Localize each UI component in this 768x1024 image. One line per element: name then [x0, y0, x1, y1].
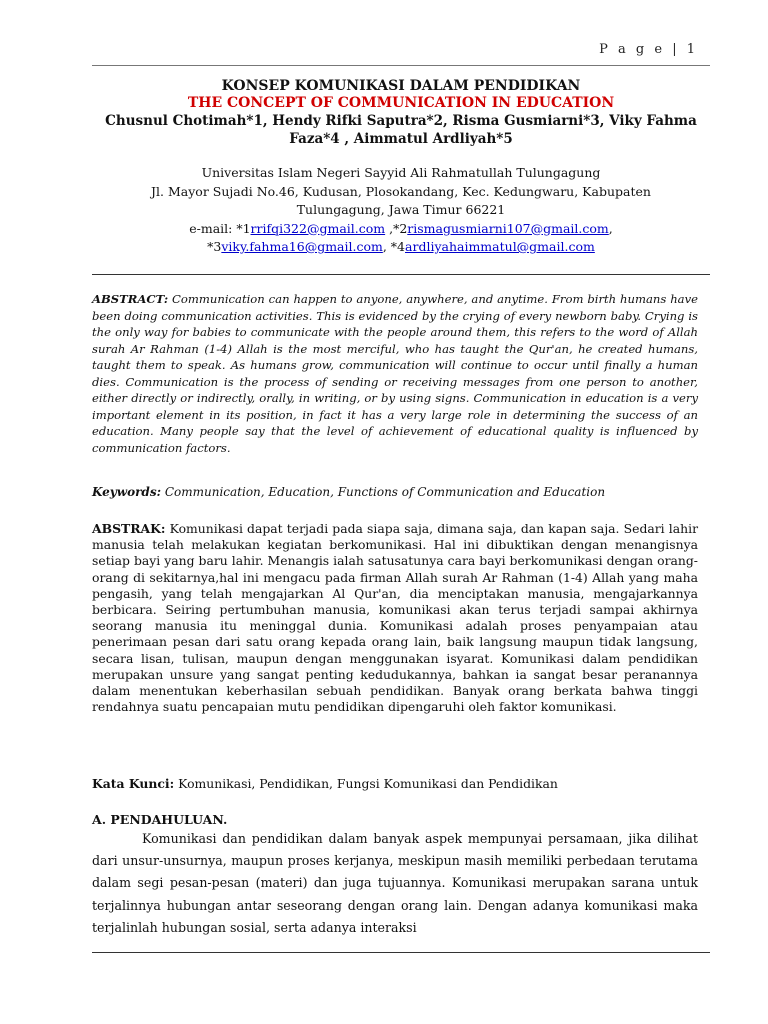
abstract-english	[92, 291, 698, 456]
authors-line-1: Chusnul Chotimah*1, Hendy Rifki Saputra*2, Risma Gusmiarni*3, Viky Fahma	[105, 113, 697, 129]
keywords-english	[92, 485, 698, 499]
kata-kunci-text: Komunikasi, Pendidikan, Fungsi Komunikasi dan Pendidikan	[174, 776, 558, 791]
email-link-1[interactable]: rrifqi322@gmail.com	[250, 220, 386, 236]
email-link-3[interactable]: viky.fahma16@gmail.com	[221, 239, 383, 254]
email-prefix: e-mail: *1	[189, 220, 251, 236]
footer-divider	[92, 952, 710, 953]
email-separator-1: ,*2	[385, 220, 408, 236]
email-link-2[interactable]: rismagusmiarni107@gmail.com	[407, 220, 609, 236]
address-line-2: Tulungagung, Jawa Timur 66221	[296, 202, 506, 217]
title-indonesian: KONSEP KOMUNIKASI DALAM PENDIDIKAN	[221, 78, 581, 94]
email-separator-3: , *4	[382, 239, 406, 254]
affiliation-block	[92, 164, 710, 257]
title-english: THE CONCEPT OF COMMUNICATION IN EDUCATION	[187, 95, 615, 111]
introduction-paragraph: Komunikasi dan pendidikan dalam banyak aspek mempunyai persamaan, jika dilihat dari unsur-unsurnya, maupun proses kerjanya, meskipun masih memiliki perbedaan terutama dalam segi pesan-pesan (materi) dan juga tujuannya. Komunikasi merupakan sarana untuk terjalinnya hubungan antar seseorang dengan orang lain. Dengan adanya komunikasi maka terjalinlah hubungan sosial, serta adanya interaksi	[92, 831, 698, 935]
email-prefix-3: *3	[207, 239, 222, 254]
keywords-label: Keywords:	[92, 485, 162, 499]
email-line-2	[92, 238, 710, 257]
email-link-4[interactable]: ardliyahaimmatul@gmail.com	[405, 239, 595, 254]
keywords-text: Communication, Education, Functions of Communication and Education	[161, 485, 606, 499]
university-name: Universitas Islam Negeri Sayyid Ali Rahmatullah Tulungagung	[201, 165, 601, 180]
authors-line-2: Faza*4 , Aimmatul Ardliyah*5	[289, 131, 513, 147]
abstract-indonesian	[92, 521, 698, 715]
email-line-1	[92, 220, 710, 239]
address-line-1: Jl. Mayor Sujadi No.46, Kudusan, Plosokandang, Kec. Kedungwaru, Kabupaten	[151, 183, 651, 199]
section-heading: A. PENDAHULUAN.	[92, 812, 228, 827]
keywords-indonesian	[92, 776, 698, 791]
email-separator-2: ,	[608, 220, 613, 236]
title-block	[92, 78, 710, 148]
page-number-header: P a g e | 1	[599, 42, 698, 57]
abstract-label: ABSTRACT:	[92, 292, 169, 306]
header-divider	[92, 65, 710, 66]
section-divider	[92, 274, 710, 275]
kata-kunci-label: Kata Kunci:	[92, 776, 175, 791]
abstrak-label: ABSTRAK:	[92, 521, 166, 536]
abstrak-text: Komunikasi dapat terjadi pada siapa saja, dimana saja, dan kapan saja. Sedari lahir manusia telah melakukan kegiatan berkomunikasi. Hal ini dibuktikan dengan menangisnya setiap bayi yang baru lahir. Menangis ialah satusatunya cara bayi berkomunikasi dengan orang-orang di sekitarnya,hal ini mengacu pada firman Allah surah Ar Rahman (1-4) Allah yang maha pengasih, yang telah mengajarkan Al Qur'an, dia menciptakan manusia, mengajarkannya berbicara. Seiring pertumbuhan manusia, komunikasi akan terus terjadi sampai akhirnya seorang manusia itu meninggal dunia. Komunikasi adalah proses penyampaian atau penerimaan pesan dari satu orang kepada orang lain, baik langsung maupun tidak langsung, secara lisan, tulisan, maupun dengan menggunakan isyarat. Komunikasi dalam pendidikan merupakan unsure yang sangat penting kedudukannya, bahkan ia sangat besar peranannya dalam menentukan keberhasilan sebuah pendidikan. Banyak orang berkata bahwa tinggi rendahnya suatu pencapaian mutu pendidikan dipengaruhi oleh faktor komunikasi.	[92, 521, 698, 715]
abstract-text: Communication can happen to anyone, anywhere, and anytime. From birth humans have been doing communication activities. This is evidenced by the crying of every newborn baby. Crying is the only way for babies to communicate with the people around them, this refers to the word of Allah surah Ar Rahman (1-4) Allah is the most merciful, who has taught the Qur'an, he created humans, taught them to speak. As humans grow, communication will continue to occur until finally a human dies. Communication is the process of sending or receiving messages from one person to another, either directly or indirectly, orally, in writing, or by using signs. Communication in education is a very important element in its position, in fact it has a very large role in determining the success of an education. Many people say that the level of achievement of educational quality is influenced by communication factors.	[92, 292, 698, 455]
